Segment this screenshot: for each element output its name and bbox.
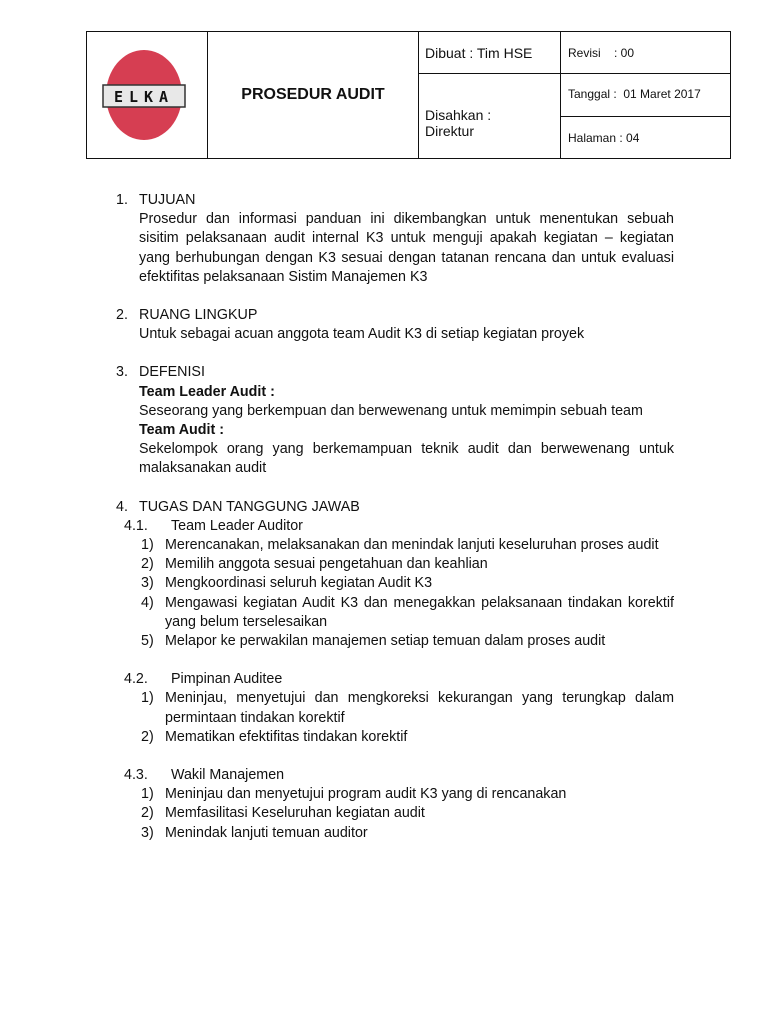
item-list (116, 536, 674, 651)
revisi-cell (561, 32, 731, 74)
section-number: 3. (116, 364, 128, 381)
subsection-heading (120, 670, 674, 689)
section-title: TUGAS DAN TANGGUNG JAWAB (139, 498, 360, 515)
item-number: 2) (141, 805, 154, 822)
revisi-value: : 00 (614, 45, 635, 60)
section-number: 2. (116, 307, 128, 324)
subsection-heading (120, 517, 674, 536)
document-body (116, 191, 674, 862)
list-item (116, 728, 674, 747)
document-title: PROSEDUR AUDIT (208, 32, 419, 159)
subsection-number: 4.3. (124, 767, 148, 784)
section-title: DEFENISI (139, 364, 205, 381)
section-tujuan (116, 191, 674, 287)
subsection-title: Wakil Manajemen (171, 767, 285, 784)
list-item (116, 824, 674, 843)
section-tugas (116, 498, 674, 843)
item-text: Mengkoordinasi seluruh kegiatan Audit K3 (165, 575, 433, 592)
term-team-leader-audit: Team Leader Audit : (139, 383, 275, 400)
subsection-number: 4.1. (124, 517, 148, 534)
halaman-cell: Halaman : 04 (561, 117, 731, 159)
item-number: 1) (141, 690, 154, 707)
subsection-title: Team Leader Auditor (171, 517, 303, 534)
item-text: Mengawasi kegiatan Audit K3 dan menegakkan pelaksanaan tindakan korektif yang belum terselesaikan (165, 594, 674, 630)
tanggal-cell (561, 74, 731, 117)
section-text: Untuk sebagai acuan anggota team Audit K3 di setiap kegiatan proyek (139, 326, 585, 343)
item-number: 4) (141, 594, 154, 611)
logo-cell (87, 32, 208, 159)
item-number: 3) (141, 824, 154, 841)
item-number: 2) (141, 556, 154, 573)
list-item (116, 555, 674, 574)
item-text: Mematikan efektifitas tindakan korektif (165, 728, 408, 745)
list-item (116, 689, 674, 727)
list-item (116, 632, 674, 651)
elka-logo (87, 33, 207, 158)
section-number: 4. (116, 498, 128, 515)
definition-team-leader-audit: Seseorang yang berkempuan dan berwewenang untuk memimpin sebuah team (139, 402, 643, 419)
list-item (116, 594, 674, 632)
item-list (116, 689, 674, 747)
section-defenisi (116, 363, 674, 478)
item-text: Melapor ke perwakilan manajemen setiap temuan dalam proses audit (165, 633, 606, 650)
disahkan-value: Direktur (425, 123, 475, 139)
list-item (116, 804, 674, 823)
definition-team-audit: Sekelompok orang yang berkemampuan teknik audit dan berwewenang untuk malaksanakan audit (139, 441, 674, 477)
item-text: Memilih anggota sesuai pengetahuan dan keahlian (165, 556, 488, 573)
item-text: Memfasilitasi Keseluruhan kegiatan audit (165, 805, 425, 822)
list-item (116, 574, 674, 593)
item-number: 3) (141, 575, 154, 592)
subsection-heading (120, 766, 674, 785)
section-text: Prosedur dan informasi panduan ini dikembangkan untuk menentukan sebuah sisitim pelaksanaan audit internal K3 untuk menguji apakah kegiatan – kegiatan yang berhubungan dengan K3 sesuai dengan tatanan rencana dan untuk evaluasi efektifitas pelaksanaan Sistim Manajemen K3 (139, 211, 674, 285)
disahkan-cell (419, 74, 561, 159)
item-list (116, 785, 674, 843)
list-item (116, 785, 674, 804)
revisi-label: Revisi (568, 45, 601, 60)
subsection-team-leader-auditor (124, 517, 674, 651)
subsection-title: Pimpinan Auditee (171, 671, 283, 688)
document-header-table (86, 31, 731, 159)
item-number: 1) (141, 786, 154, 803)
item-number: 5) (141, 633, 154, 650)
tanggal-value: 01 Maret 2017 (623, 87, 701, 101)
subsection-pimpinan-auditee (124, 670, 674, 747)
item-text: Menindak lanjuti temuan auditor (165, 824, 368, 841)
subsection-wakil-manajemen (124, 766, 674, 843)
section-title: TUJUAN (139, 192, 196, 208)
section-title: RUANG LINGKUP (139, 307, 258, 324)
elka-logo-graphic (87, 33, 207, 158)
item-text: Meninjau dan menyetujui program audit K3 yang di rencanakan (165, 786, 567, 803)
list-item (116, 536, 674, 555)
section-number: 1. (116, 192, 128, 208)
subsection-number: 4.2. (124, 671, 148, 688)
section-ruang-lingkup (116, 306, 674, 344)
item-number: 2) (141, 728, 154, 745)
dibuat-cell: Dibuat : Tim HSE (419, 32, 561, 74)
logo-text: ELKA (113, 87, 175, 106)
tanggal-label: Tanggal : (568, 87, 617, 101)
term-team-audit: Team Audit : (139, 422, 224, 439)
item-number: 1) (141, 537, 154, 554)
disahkan-label: Disahkan : (425, 107, 492, 123)
item-text: Merencanakan, melaksanakan dan menindak lanjuti keseluruhan proses audit (165, 537, 659, 554)
item-text: Meninjau, menyetujui dan mengkoreksi kekurangan yang terungkap dalam permintaan tindakan korektif (165, 690, 674, 726)
